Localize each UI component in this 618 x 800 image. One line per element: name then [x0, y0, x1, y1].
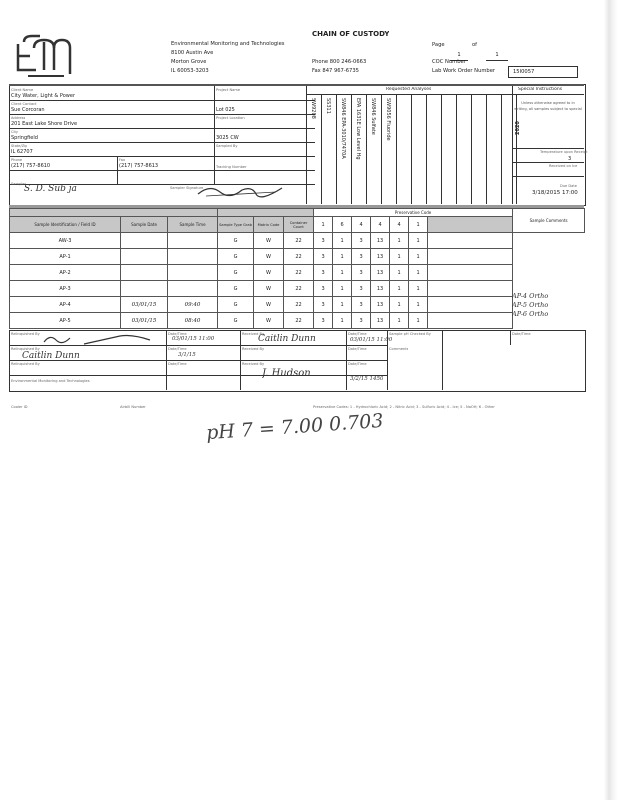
- cell-count: 22: [284, 297, 314, 313]
- comments-label: Comments: [389, 347, 409, 351]
- analysis-column-3: SW846 EPA-3010/7470A: [340, 98, 346, 159]
- cell-p3: 3: [352, 265, 371, 281]
- handwritten-comment-2: AP-5 Ortho: [512, 301, 549, 309]
- cell-p2: 1: [333, 281, 352, 297]
- sampler-scribble-icon: [196, 182, 286, 200]
- temperature-label: Temperature upon Receipt: [540, 150, 588, 154]
- cell-type: G: [218, 281, 254, 297]
- sample-ph-label: Sample pH Checked By: [389, 332, 431, 336]
- date-time-label-6: Date/Time: [168, 362, 187, 366]
- cell-date: 03/01/15: [121, 313, 168, 329]
- date-time-label-4: Date/Time: [168, 347, 187, 351]
- table-row: [10, 233, 585, 249]
- cell-type: G: [218, 313, 254, 329]
- cell-comment: [428, 265, 513, 281]
- cell-time: [168, 249, 218, 265]
- cell-p2: 1: [333, 265, 352, 281]
- due-date-value: 3/18/2015 17:00: [532, 190, 578, 196]
- received-lab-signature: J. Hudson: [262, 368, 311, 379]
- cell-matrix: W: [254, 281, 284, 297]
- cell-count: 22: [284, 233, 314, 249]
- city-value: Springfield: [11, 135, 38, 141]
- cell-time: 09:40: [168, 297, 218, 313]
- cell-date: [121, 265, 168, 281]
- preservative-codes-footer: Preservative Codes: 1 - Hydrochloric Acid; 2 - Nitric Acid; 3 - Sulfuric Acid; 4 - Ice; 5 - NaOH; 6 - Other: [313, 405, 495, 409]
- company-logo: [14, 34, 74, 82]
- project-location-value: 3025 CW: [216, 135, 239, 141]
- client-name-value: City Water, Light & Power: [11, 93, 76, 99]
- cell-p5: 1: [390, 297, 409, 313]
- cell-comment: [428, 249, 513, 265]
- cell-p1: 3: [314, 233, 333, 249]
- date-time-label-5: Date/Time: [348, 347, 367, 351]
- cell-p4: 13: [371, 233, 390, 249]
- table-row: [10, 313, 585, 329]
- company-address: 8100 Austin Ave: [171, 50, 214, 56]
- address-label: Address: [11, 116, 26, 120]
- address-value: 201 East Lake Shore Drive: [11, 121, 78, 127]
- special-instructions-note: Unless otherwise agreed to in writing, all samples subject to special: [514, 101, 582, 111]
- requested-analyses-header: Requested Analyses: [386, 87, 432, 92]
- page-number-field: 1: [450, 41, 468, 61]
- form-title: CHAIN OF CUSTODY: [312, 30, 390, 38]
- col-container-count: Container Count: [284, 217, 314, 233]
- cell-p1: 3: [314, 265, 333, 281]
- coc-number-label: COC Number: [432, 59, 466, 65]
- cell-p1: 3: [314, 297, 333, 313]
- page-total-field: 1: [486, 41, 508, 61]
- cell-p4: 13: [371, 281, 390, 297]
- analysis-column-2: SS311: [325, 98, 331, 114]
- col-sample-id: Sample Identification / Field ID: [10, 217, 121, 233]
- relinquished-by-label-1: Relinquished By: [11, 332, 40, 336]
- date-time-label-2: Date/Time: [348, 332, 367, 336]
- cell-time: 08:40: [168, 313, 218, 329]
- cell-p4: 13: [371, 313, 390, 329]
- cooler-id-label: Cooler ID: [11, 405, 28, 409]
- company-city: Morton Grove: [171, 59, 207, 65]
- client-contact-label: Client Contact: [11, 102, 37, 106]
- cell-p2: 1: [333, 233, 352, 249]
- cell-type: G: [218, 297, 254, 313]
- cell-comment: [428, 297, 513, 313]
- received-by-label-2: Received By: [242, 347, 265, 351]
- client-info-block: [9, 84, 586, 206]
- pres-col-3: 4: [352, 217, 371, 233]
- cell-date: [121, 233, 168, 249]
- cell-comment: [428, 281, 513, 297]
- special-instructions-header: Special Instructions: [518, 87, 563, 92]
- cell-p5: 1: [390, 233, 409, 249]
- cell-p2: 1: [333, 313, 352, 329]
- page-of-label: of: [472, 42, 478, 48]
- cell-id: AP-1: [10, 249, 121, 265]
- cell-id: AP-4: [10, 297, 121, 313]
- samples-table: [9, 208, 585, 329]
- cell-date: [121, 249, 168, 265]
- sampler-signature: S. D. Sub ja: [24, 184, 77, 194]
- lab-label: Environmental Monitoring and Technologies: [11, 379, 90, 383]
- cell-p1: 3: [314, 313, 333, 329]
- state-zip-value: IL 62707: [11, 149, 33, 155]
- handwritten-comment-3: AP-6 Ortho: [512, 310, 549, 318]
- city-label: City: [11, 130, 19, 134]
- cell-comment: [428, 233, 513, 249]
- cell-id: AP-2: [10, 265, 121, 281]
- date-time-value-2: 03/01/15 11:00: [350, 337, 393, 343]
- date-time-value-3: 3/1/15: [178, 352, 196, 358]
- cell-p5: 1: [390, 281, 409, 297]
- cell-p1: 3: [314, 249, 333, 265]
- table-row: [10, 265, 585, 281]
- cell-count: 22: [284, 313, 314, 329]
- analysis-column-4: EPA 1631E Low Level Hg: [355, 98, 361, 160]
- cell-p6: 1: [409, 265, 428, 281]
- cell-count: 22: [284, 281, 314, 297]
- project-name-value: Lot 025: [216, 107, 235, 113]
- airbill-label: Airbill Number: [120, 405, 146, 409]
- tracking-number-label: Tracking Number: [216, 165, 247, 169]
- state-zip-label: State/Zip: [11, 144, 28, 148]
- date-time-label-3: Date/Time: [512, 332, 531, 336]
- pres-col-5: 4: [390, 217, 409, 233]
- relinquished-by-label-2: Relinquished By: [11, 347, 40, 351]
- cell-p5: 1: [390, 249, 409, 265]
- cell-p6: 1: [409, 297, 428, 313]
- received-by-signature-1: Caitlin Dunn: [258, 334, 316, 344]
- cell-p5: 1: [390, 265, 409, 281]
- cell-type: G: [218, 249, 254, 265]
- scan-page-edge: [604, 0, 618, 800]
- col-matrix-code: Matrix Code: [254, 217, 284, 233]
- cell-p2: 1: [333, 249, 352, 265]
- cell-date: 03/01/15: [121, 297, 168, 313]
- cell-type: G: [218, 233, 254, 249]
- analysis-column-1: SW9208: [310, 98, 316, 119]
- client-contact-value: Sue Corcoran: [11, 107, 45, 113]
- fax-number: Fax 847 967-6735: [312, 68, 359, 74]
- pres-col-2: 6: [333, 217, 352, 233]
- date-time-label-7: Date/Time: [348, 362, 367, 366]
- cell-p6: 1: [409, 313, 428, 329]
- cell-time: [168, 281, 218, 297]
- cell-p5: 1: [390, 313, 409, 329]
- cell-time: [168, 233, 218, 249]
- col-sample-date: Sample Date: [121, 217, 168, 233]
- client-name-label: Client Name: [11, 88, 34, 92]
- cell-p3: 3: [352, 297, 371, 313]
- lab-work-order-label: Lab Work Order Number: [432, 68, 496, 74]
- cell-time: [168, 265, 218, 281]
- relinquished-by-label-3: Relinquished By: [11, 362, 40, 366]
- company-name: Environmental Monitoring and Technologies: [171, 41, 285, 47]
- cell-id: AW-3: [10, 233, 121, 249]
- pres-col-4: 4: [371, 217, 390, 233]
- cell-comment: [428, 313, 513, 329]
- pres-col-1: 1: [314, 217, 333, 233]
- received-by-label-3: Received By: [242, 362, 265, 366]
- cell-matrix: W: [254, 265, 284, 281]
- due-date-label: Due Date: [560, 184, 577, 188]
- cell-p6: 1: [409, 233, 428, 249]
- cell-matrix: W: [254, 297, 284, 313]
- cell-matrix: W: [254, 249, 284, 265]
- relinquished-signature-2: Caitlin Dunn: [22, 351, 80, 361]
- cell-p1: 3: [314, 281, 333, 297]
- company-state-zip: IL 60053-3203: [171, 68, 209, 74]
- analysis-column-6: SW9056 Fluoride: [385, 98, 391, 141]
- cell-p3: 3: [352, 313, 371, 329]
- cell-p3: 3: [352, 281, 371, 297]
- col-sample-time: Sample Time: [168, 217, 218, 233]
- preservative-code-header: Preservative Code: [314, 209, 513, 217]
- table-row: [10, 249, 585, 265]
- table-row: [10, 281, 585, 297]
- ph-handwritten-note: pH 7 = 7.00 0.703: [205, 409, 385, 445]
- cell-p3: 3: [352, 233, 371, 249]
- cell-matrix: W: [254, 233, 284, 249]
- cell-p4: 13: [371, 297, 390, 313]
- pres-col-6: 1: [409, 217, 428, 233]
- received-on-ice-label: Received on Ice: [549, 164, 578, 168]
- cell-date: [121, 281, 168, 297]
- date-time-value-1: 03/01/15 11:00: [172, 336, 215, 342]
- cell-p4: 13: [371, 265, 390, 281]
- received-by-label-1: Received By: [242, 332, 265, 336]
- relinquished-signature-1: [40, 332, 160, 346]
- date-time-value-4: 3/2/15 1450: [350, 376, 384, 382]
- client-phone-value: (217) 757-8610: [11, 163, 51, 169]
- cell-count: 22: [284, 249, 314, 265]
- project-name-label: Project Name: [216, 88, 241, 92]
- cell-id: AP-3: [10, 281, 121, 297]
- table-row: [10, 297, 585, 313]
- cell-matrix: W: [254, 313, 284, 329]
- cell-p6: 1: [409, 281, 428, 297]
- date-time-label-1: Date/Time: [168, 332, 187, 336]
- phone-label: Phone: [11, 158, 23, 162]
- sampled-by-label: Sampled By: [216, 144, 238, 148]
- fax-label: Fax: [119, 158, 126, 162]
- cell-p6: 1: [409, 249, 428, 265]
- col-sample-type: Sample Type Grab: [218, 217, 254, 233]
- vertical-2020-mark: 2020: [515, 121, 521, 135]
- cell-id: AP-5: [10, 313, 121, 329]
- cell-type: G: [218, 265, 254, 281]
- emt-logo-icon: [14, 34, 74, 82]
- lab-work-order-box: 15I0057: [508, 66, 578, 78]
- cell-p4: 13: [371, 249, 390, 265]
- project-location-label: Project Location: [216, 116, 245, 120]
- phone-number: Phone 800 246-0663: [312, 59, 367, 65]
- handwritten-comment-1: AP-4 Ortho: [512, 292, 549, 300]
- client-fax-value: (217) 757-8613: [119, 163, 159, 169]
- cell-p2: 1: [333, 297, 352, 313]
- cell-count: 22: [284, 265, 314, 281]
- analysis-column-5: SW846 Sulfate: [370, 98, 376, 135]
- page-label: Page: [432, 42, 445, 48]
- sampler-label: Sampler: [11, 182, 26, 186]
- sample-rows: [10, 233, 585, 329]
- sampler-signature-label: Sampler Signature: [170, 186, 204, 190]
- temperature-value: 3: [568, 156, 572, 162]
- cell-p3: 3: [352, 249, 371, 265]
- sample-comments-header: Sample Comments: [513, 209, 585, 233]
